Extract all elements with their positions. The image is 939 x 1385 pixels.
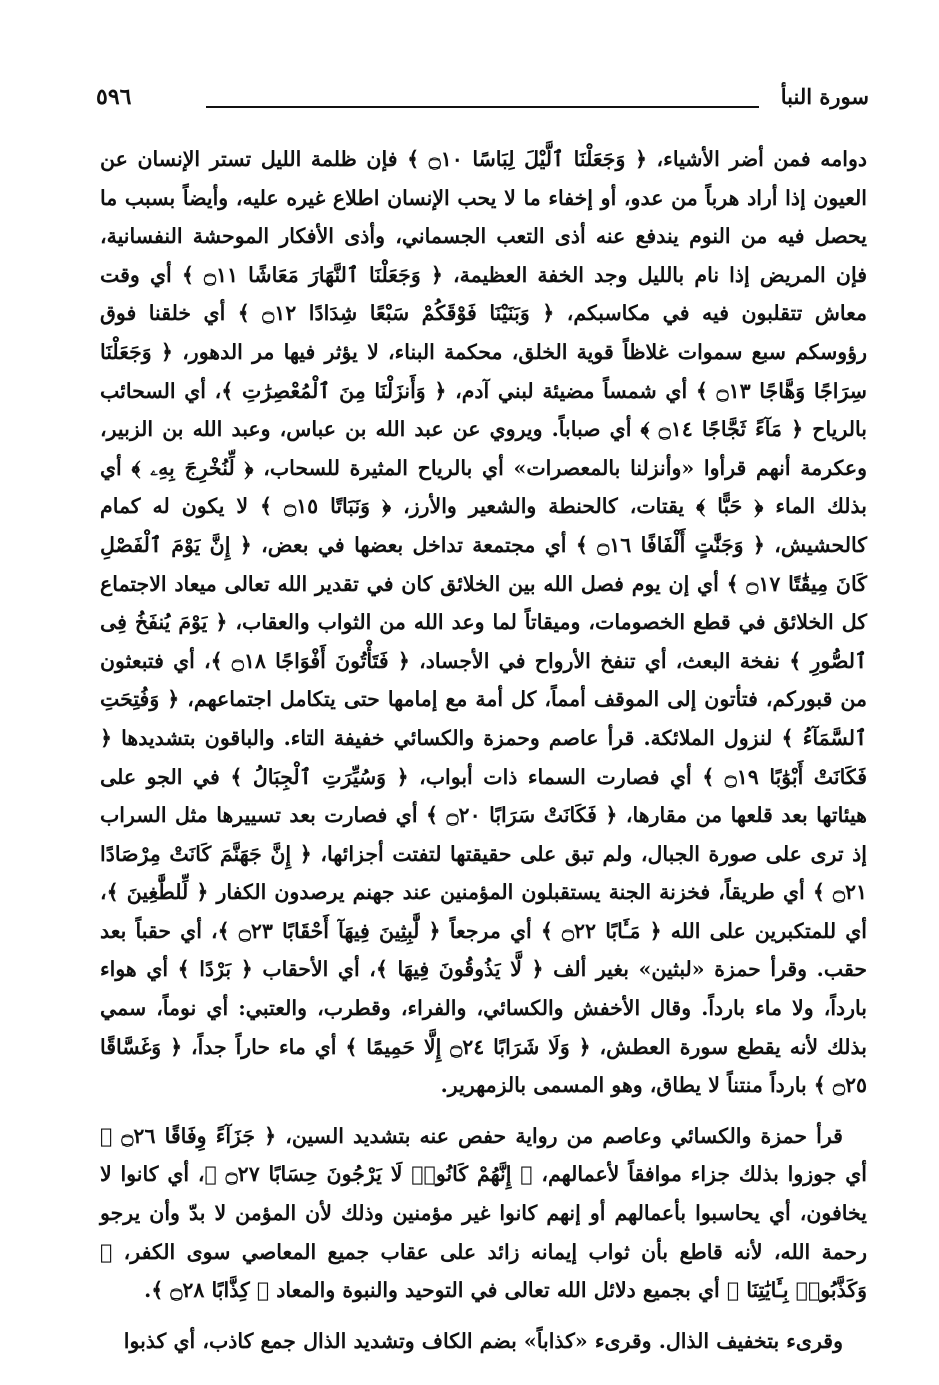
paragraph-3: وقرىء بتخفيف الذال. وقرىء «كذاباً» بضم الكاف وتشديد الذال جمع كاذب، أي كذبوا (123, 1328, 843, 1353)
page-header (96, 84, 869, 118)
page-body (100, 140, 867, 1360)
paragraph-2: قرأ حمزة والكسائي وعاصم من رواية حفص عنه بتشديد السين، ﴿ جَزَآءً وِفَاقًا ۝٢٦ ﴾ أي جوزوا بذلك جزاء موافقاً لأعمالهم، ﴿ إِنَّهُمْ كَانُوا۟ لَا يَرْجُونَ حِسَابًا ۝٢٧ ﴾، أي كانوا لا يخافون، أي يحاسبوا بأعمالهم أو إنهم كانوا غير مؤمنين وذلك لأن المؤمن لا بدّ وأن يرجو رحمة الله، لأنه قاطع بأن ثواب إيمانه زائد على عقاب جميع المعاصي سوى الكفر، ﴿ وَكَذَّبُوا۟ بِـَٔايَٰتِنَا ﴾ أي بجميع دلائل الله تعالى في التوحيد والنبوة والمعاد ﴿ كِذَّابًا ۝٢٨ ﴾. (100, 1123, 867, 1303)
surah-title: سورة النبأ (773, 84, 869, 109)
paragraph-1: دوامه فمن أضر الأشياء، ﴿ وَجَعَلْنَا ٱلَّيْلَ لِبَاسًا ۝١٠ ﴾ فإن ظلمة الليل تستر الإنسان عن العيون إذا أراد هرباً من عدو، أو إخفاء ما لا يحب الإنسان اطلاع غيره عليه، وأيضاً بسبب ما يحصل فيه من النوم يندفع عنه أذى التعب الجسماني، وأذى الأفكار الموحشة النفسانية، فإن المريض إذا نام بالليل وجد الخفة العظيمة، ﴿ وَجَعَلْنَا ٱلنَّهَارَ مَعَاشًا ۝١١ ﴾ أي وقت معاش تتقلبون فيه في مكاسبكم، ﴿ وَبَنَيْنَا فَوْقَكُمْ سَبْعًا شِدَادًا ۝١٢ ﴾ أي خلقنا فوق رؤوسكم سبع سموات غلاظاً قوية الخلق، محكمة البناء، لا يؤثر فيها مر الدهور، ﴿ وَجَعَلْنَا سِرَاجًا وَهَّاجًا ۝١٣ ﴾ أي شمساً مضيئة لبني آدم، ﴿ وَأَنزَلْنَا مِنَ ٱلْمُعْصِرَٰتِ ﴾، أي السحائب بالرياح ﴿ مَآءً ثَجَّاجًا ۝١٤ ﴾ أي صباباً. ويروي عن عبد الله بن عباس، وعبد الله بن الزبير، وعكرمة أنهم قرأوا «وأنزلنا بالمعصرات» أي بالرياح المثيرة للسحاب، ﴿ لِّنُخْرِجَ بِهِۦ ﴾ أي بذلك الماء ﴿ حَبًّا ﴾ يقتات، كالحنطة والشعير والأرز، ﴿ وَنَبَاتًا ۝١٥ ﴾ لا يكون له كمام كالحشيش، ﴿ وَجَنَّٰتٍ أَلْفَافًا ۝١٦ ﴾ أي مجتمعة تداخل بعضها في بعض، ﴿ إِنَّ يَوْمَ ٱلْفَصْلِ كَانَ مِيقَٰتًا ۝١٧ ﴾ أي إن يوم فصل الله بين الخلائق كان في تقدير الله تعالى ميعاد الاجتماع كل الخلائق في قطع الخصومات، وميقاتاً لما وعد الله من الثواب والعقاب، ﴿ يَوْمَ يُنفَخُ فِى ٱلصُّورِ ﴾ نفخة البعث، أي تنفخ الأرواح في الأجساد، ﴿ فَتَأْتُونَ أَفْوَاجًا ۝١٨ ﴾، أي فتبعثون من قبوركم، فتأتون إلى الموقف أمماً، كل أمة مع إمامها حتى يتكامل اجتماعهم، ﴿ وَفُتِحَتِ ٱلسَّمَآءُ ﴾ لنزول الملائكة. قرأ عاصم وحمزة والكسائي خفيفة التاء. والباقون بتشديدها ﴿ فَكَانَتْ أَبْوَٰبًا ۝١٩ ﴾ أي فصارت السماء ذات أبواب، ﴿ وَسُيِّرَتِ ٱلْجِبَالُ ﴾ في الجو على هيئاتها بعد قلعها من مقارها، ﴿ فَكَانَتْ سَرَابًا ۝٢٠ ﴾ أي فصارت بعد تسييرها مثل السراب إذ ترى على صورة الجبال، ولم تبق على حقيقتها لتفتت أجزائها، ﴿ إِنَّ جَهَنَّمَ كَانَتْ مِرْصَادًا ۝٢١ ﴾ أي طريقاً، فخزنة الجنة يستقبلون المؤمنين عند جهنم يرصدون الكفار ﴿ لِّلطَّٰغِينَ ﴾، أي للمتكبرين على الله ﴿ مَـَٔابًا ۝٢٢ ﴾ أي مرجعاً ﴿ لَّٰبِثِينَ فِيهَآ أَحْقَابًا ۝٢٣ ﴾، أي حقباً بعد حقب. وقرأ حمزة «لبثين» بغير ألف ﴿ لَّا يَذُوقُونَ فِيهَا ﴾، أي الأحقاب ﴿ بَرْدًا ﴾ أي هواء بارداً، ولا ماء بارداً. وقال الأخفش والكسائي، والفراء، وقطرب، والعتبي: أي نوماً، سمي بذلك لأنه يقطع سورة العطش، ﴿ وَلَا شَرَابًا ۝٢٤ إِلَّا حَمِيمًا ﴾ أي ماء حاراً جداً، ﴿ وَغَسَّاقًا ۝٢٥ ﴾ بارداً منتناً لا يطاق، وهو المسمى بالزمهرير. (100, 147, 868, 1098)
page-number: ٥٩٦ (96, 84, 139, 110)
header-rule (206, 106, 759, 108)
